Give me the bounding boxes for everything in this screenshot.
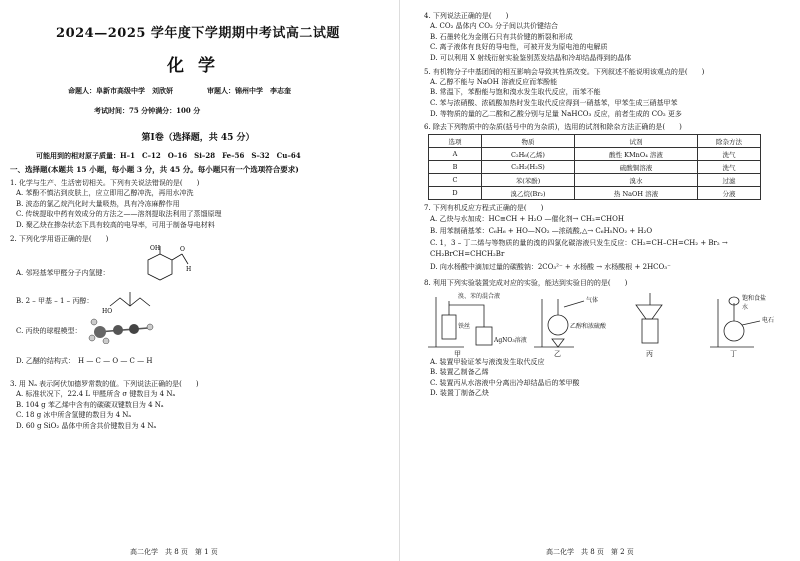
q4-option-b: B. 石墨转化为金刚石只有共价键的断裂和形成 — [430, 32, 573, 41]
apparatus-figure — [424, 291, 788, 357]
q2-option-c-text: C. 丙炔的球棍模型： — [16, 326, 82, 335]
question-5-stem: 5. 有机物分子中基团间的相互影响会导致其性质改变。下列叙述不能说明该观点的是( ) — [424, 67, 705, 76]
table-header: 物质 — [482, 135, 575, 148]
exam-title: 2024—2025 学年度下学期期中考试高二试题 — [56, 26, 340, 41]
table-cell: 过滤 — [698, 174, 761, 187]
q3-option-a: A. 标准状况下，22.4 L 甲醛所含 σ 键数目为 4 Nₐ — [16, 389, 176, 398]
mol-h-label: H — [186, 265, 192, 273]
q5-option-a: A. 乙醇不能与 NaOH 溶液反应而苯酚能 — [430, 77, 558, 86]
table-row — [429, 161, 761, 174]
question-2-stem: 2. 下列化学用语正确的是( ) — [10, 234, 109, 243]
salicylaldehyde-structure — [128, 244, 208, 288]
q2-option-a-text: A. 邻羟基苯甲醛分子内氢键： — [16, 268, 110, 277]
question-7-stem: 7. 下列有机反应方程式正确的是( ) — [424, 204, 544, 213]
q1-option-a: A. 苯酚不慎沾到皮肤上，应立即用乙醇冲洗，再用水冲洗 — [16, 189, 194, 198]
q4-option-c: C. 离子液体有良好的导电性，可被开发为原电池的电解质 — [430, 43, 608, 52]
table-cell: 溴水 — [575, 174, 698, 187]
table-header: 选项 — [429, 135, 482, 148]
table-cell: B — [429, 161, 482, 174]
q7-option-b: B. 用苯制硝基苯：C₆H₆ + HO—NO₂ —浓硫酸,△→ C₆H₅NO₂ + H₂O — [430, 227, 653, 236]
q4-option-d: D. 可以利用 X 射线衍射实验鉴别蒸发结晶和冷却结晶得到的晶体 — [430, 53, 632, 62]
table-cell: 溴乙烷(Br₂) — [482, 187, 575, 200]
label-gas: 气体 — [586, 296, 599, 304]
label-saturated-brine: 饱和食盐水 — [742, 294, 767, 311]
subject-title: 化学 — [167, 56, 229, 76]
propyne-ball-stick-model — [88, 314, 168, 344]
q7-option-a: A. 乙炔与水加成：HC≡CH + H₂O —催化剂→ CH₂=CHOH — [430, 214, 625, 223]
question-8-stem: 8. 利用下列实验装置完成对应的实验，能达到实验目的的是( ) — [424, 279, 628, 288]
q8-option-a: A. 装置甲验证苯与液溴发生取代反应 — [430, 357, 545, 366]
atomic-masses: 可能用到的相对原子质量：H–1 C–12 O–16 Si–28 Fe–56 S–32 Cu–64 — [36, 151, 301, 160]
label-iron-wire: 铁丝 — [458, 322, 471, 330]
label-bromine-benzene: 溴、苯的混合液 — [458, 292, 501, 300]
question-6-stem: 6. 除去下列物质中的杂质(括号中的为杂质)，选用的试剂和除杂方法正确的是( ) — [424, 123, 682, 132]
ether-structure: H — C — O — C — H — [78, 356, 153, 365]
q1-option-b: B. 波态的氯乙烷汽化时大量吸热，具有冷冻麻醉作用 — [16, 199, 180, 208]
label-silver-nitrate: AgNO₃溶液 — [494, 336, 527, 344]
q2-option-a — [10, 244, 386, 288]
table-cell: C₂H₂(H₂S) — [482, 161, 575, 174]
table-row — [429, 187, 761, 200]
table-cell: 酸性 KMnO₄ 溶液 — [575, 148, 698, 161]
q5-option-b: B. 常温下，苯酚能与饱和溴水发生取代反应，而苯不能 — [430, 88, 601, 97]
q8-option-c: C. 装置丙从水溶液中分离出冷却结晶后的苯甲酸 — [430, 378, 580, 387]
q1-option-c: C. 传统提取中药有效成分的方法之——溶剂提取法利用了蒸馏原理 — [16, 210, 222, 219]
table-cell: 洗气 — [698, 148, 761, 161]
q2-option-c — [10, 314, 386, 344]
apparatus-name-bing: 丙 — [646, 349, 653, 358]
q3-option-d: D. 60 g SiO₂ 晶体中所含共价键数目为 4 Nₐ — [16, 421, 157, 430]
q7-option-c: C. 1，3 – 丁二烯与等物质的量的溴的四氯化碳溶液只发生反应：CH₂=CH–CH=CH₂ + Br₂ → CH₂BrCH=CHCH₂Br — [430, 239, 728, 258]
time-line — [10, 106, 386, 116]
q2-option-b-text: B. 2 – 甲基 – 1 – 丙醇： — [16, 296, 94, 305]
question-3-stem: 3. 用 Nₐ 表示阿伏加德罗常数的值。下列说法正确的是( ) — [10, 379, 199, 388]
q3-option-c: C. 18 g 冰中所含氢键的数目为 4 Nₐ — [16, 411, 132, 420]
q8-option-d: D. 装置丁制备乙炔 — [430, 389, 489, 398]
exam-time: 考试时间：75 分钟 — [94, 106, 156, 115]
q7-option-d: D. 向水杨酸中滴加过量的碳酸钠：2CO₃²⁻ + 水杨酸 → 水杨酸根 + 2HCO₃⁻ — [430, 263, 671, 272]
table-cell: 苯(苯酚) — [482, 174, 575, 187]
mol-ho-label: HO — [102, 307, 113, 314]
table-cell: 硫酸铜溶液 — [575, 161, 698, 174]
table-cell: 分液 — [698, 187, 761, 200]
q8-option-b: B. 装置乙制备乙烯 — [430, 368, 489, 377]
q2-option-d — [10, 344, 386, 376]
table-header-row — [429, 135, 761, 148]
q5-option-d: D. 等物质的量的乙二酸和乙酸分别与足量 NaHCO₃ 反应，前者生成的 CO₂ 更多 — [430, 109, 682, 118]
q2-option-b — [10, 288, 386, 314]
table-cell: 热 NaOH 溶液 — [575, 187, 698, 200]
question-1-stem: 1. 化学与生产、生活密切相关。下列有关说法错误的是( ) — [10, 179, 200, 187]
methylpropanol-structure — [102, 288, 162, 314]
apparatus-name-jia: 甲 — [454, 349, 461, 358]
section-title: 一、选择题(本题共 15 小题，每小题 3 分，共 45 分。每小题只有一个选项符合要求) — [10, 165, 299, 174]
proposer: 命题人：阜新市高级中学 刘欣妍 — [68, 86, 173, 95]
table-cell: 洗气 — [698, 161, 761, 174]
q3-option-b: B. 104 g 苯乙烯中含有的碳碳双键数目为 4 Nₐ — [16, 400, 164, 409]
mol-o-label: O — [180, 245, 185, 253]
page-2 — [400, 0, 800, 561]
table-cell: C₂H₆(乙烯) — [482, 148, 575, 161]
table-cell: A — [429, 148, 482, 161]
question-4-stem: 4. 下列说法正确的是( ) — [424, 12, 509, 20]
q2-option-d-text: D. 乙醚的结构式： — [16, 356, 75, 365]
q1-option-d: D. 聚乙炔在掺杂状态下具有较高的电导率，可用于制备导电材料 — [16, 220, 215, 229]
full-score: 满分：100 分 — [155, 106, 201, 115]
q4-option-a: A. CO₂ 晶体内 CO₂ 分子间以共价键结合 — [430, 22, 558, 31]
table-header: 试剂 — [575, 135, 698, 148]
table-row — [429, 174, 761, 187]
table-cell: C — [429, 174, 482, 187]
page-1-footer: 高二化学 共 8 页 第 1 页 — [130, 548, 218, 556]
table-cell: D — [429, 187, 482, 200]
volume-title: 第Ⅰ卷（选择题，共 45 分） — [141, 133, 255, 143]
page-2-footer: 高二化学 共 8 页 第 2 页 — [546, 548, 634, 556]
label-ethanol-acid: 乙醇和浓硫酸 — [570, 322, 607, 330]
apparatus-name-ding: 丁 — [730, 349, 737, 358]
q5-option-c: C. 苯与浓硝酸、浓硫酸加热时发生取代反应得到一硝基苯，甲苯生成三硝基甲苯 — [430, 98, 678, 107]
label-calcium-carbide: 电石 — [762, 316, 775, 324]
mol-oh-label: OH — [150, 244, 161, 252]
table-row — [429, 148, 761, 161]
author-line — [10, 86, 386, 96]
apparatus-name-yi: 乙 — [554, 349, 561, 358]
impurity-table — [428, 134, 761, 200]
reviewer: 审题人：锦州中学 李志奎 — [207, 86, 291, 95]
table-header: 除杂方法 — [698, 135, 761, 148]
